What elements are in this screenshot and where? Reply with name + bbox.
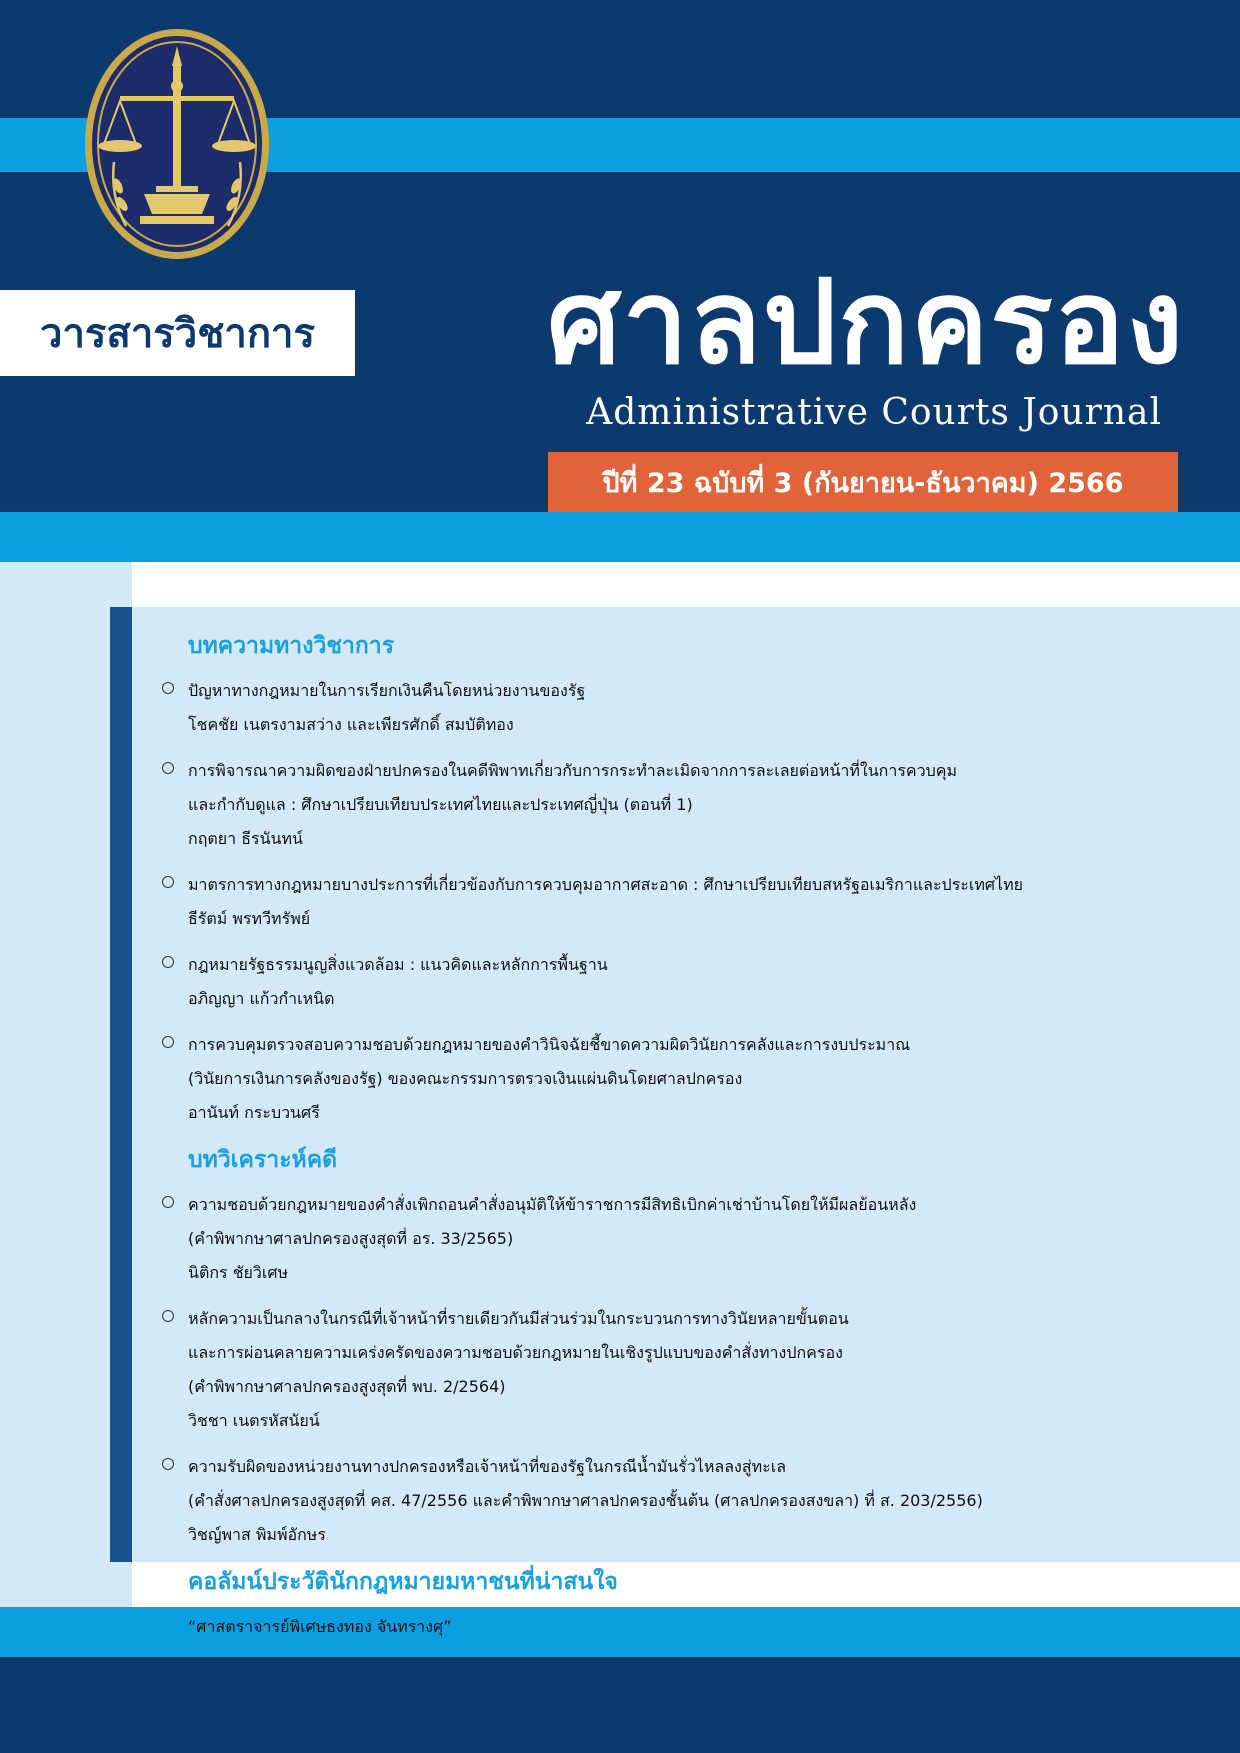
article-title: การพิจารณาความผิดของฝ่ายปกครองในคดีพิพาทเกี่ยวกับการกระทำละเมิดจากการละเลยต่อหน้าที่ในการควบคุม: [188, 761, 958, 780]
bullet-circle-icon: [162, 1036, 174, 1048]
issue-banner: [548, 452, 1178, 512]
journal-label: วารสารวิชาการ: [40, 311, 315, 357]
section-heading-case-analysis: บทวิเคราะห์คดี: [188, 1147, 338, 1173]
article-title-continued: และการผ่อนคลายความเคร่งครัดของความชอบด้วยกฎหมายในเชิงรูปแบบของคำสั่งทางปกครอง: [188, 1343, 843, 1362]
bullet-circle-icon: [162, 682, 174, 694]
article-entry: [160, 1450, 1230, 1552]
case-reference: (คำพิพากษาศาลปกครองสูงสุดที่ พบ. 2/2564): [188, 1377, 506, 1396]
article-title: ปัญหาทางกฎหมายในการเรียกเงินคืนโดยหน่วยงานของรัฐ: [188, 681, 586, 700]
article-authors: นิติกร ชัยวิเศษ: [188, 1263, 289, 1282]
article-authors: กฤตยา ธีรนันทน์: [188, 829, 303, 848]
article-title: ความชอบด้วยกฎหมายของคำสั่งเพิกถอนคำสั่งอนุมัติให้ข้าราชการมีสิทธิเบิกค่าเช่าบ้านโดยให้มีผลย้อนหลัง: [188, 1195, 917, 1214]
table-of-contents: [160, 628, 1230, 1644]
article-entry: [160, 754, 1230, 856]
column-feature-title: “ศาสตราจารย์พิเศษธงทอง จันทรางศุ”: [188, 1617, 452, 1636]
toc-accent-bar: [110, 607, 132, 1562]
article-entry: [160, 1188, 1230, 1290]
bullet-circle-icon: [162, 956, 174, 968]
article-title: มาตรการทางกฎหมายบางประการที่เกี่ยวข้องกับการควบคุมอากาศสะอาด : ศึกษาเปรียบเทียบสหรัฐอเมริกาและประเทศไทย: [188, 875, 1024, 894]
article-title-continued: และกำกับดูแล : ศึกษาเปรียบเทียบประเทศไทยและประเทศญี่ปุ่น (ตอนที่ 1): [188, 795, 693, 814]
article-authors: อภิญญา แก้วกำเหนิด: [188, 989, 335, 1008]
article-title-continued: (วินัยการเงินการคลังของรัฐ) ของคณะกรรมการตรวจเงินแผ่นดินโดยศาลปกครอง: [188, 1069, 743, 1088]
article-entry: [160, 868, 1230, 936]
journal-label-box: [0, 290, 355, 376]
article-entry: [160, 1302, 1230, 1438]
article-authors: วิชชา เนตรหัสนัยน์: [188, 1411, 320, 1430]
journal-title-thai: ศาลปกครอง: [547, 255, 1185, 390]
section-heading-academic-articles: บทความทางวิชาการ: [188, 633, 395, 659]
section-heading-jurist-column: คอลัมน์ประวัตินักกฎหมายมหาชนที่น่าสนใจ: [188, 1569, 618, 1595]
scales-of-justice-icon: [82, 26, 272, 262]
article-authors: ธีรัตม์ พรทวีทรัพย์: [188, 909, 311, 928]
bullet-circle-icon: [162, 1458, 174, 1470]
article-entry: [160, 674, 1230, 742]
mid-cyan-stripe: [0, 512, 1240, 562]
article-title: ความรับผิดของหน่วยงานทางปกครองหรือเจ้าหน้าที่ของรัฐในกรณีน้ำมันรั่วไหลลงสู่ทะเล: [188, 1457, 787, 1476]
journal-title-english: Administrative Courts Journal: [586, 392, 1162, 433]
article-entry: [160, 1028, 1230, 1130]
bullet-circle-icon: [162, 762, 174, 774]
bullet-circle-icon: [162, 1196, 174, 1208]
article-title: กฎหมายรัฐธรรมนูญสิ่งแวดล้อม : แนวคิดและหลักการพื้นฐาน: [188, 955, 608, 974]
bullet-circle-icon: [162, 1310, 174, 1322]
bullet-circle-icon: [162, 876, 174, 888]
article-authors: อานันท์ กระบวนศรี: [188, 1103, 320, 1122]
article-authors: วิชญ์พาส พิมพ์อักษร: [188, 1525, 326, 1544]
footer-navy-band: [0, 1657, 1240, 1753]
case-reference: (คำพิพากษาศาลปกครองสูงสุดที่ อร. 33/2565): [188, 1229, 514, 1248]
case-reference: (คำสั่งศาลปกครองสูงสุดที่ คส. 47/2556 และคำพิพากษาศาลปกครองชั้นต้น (ศาลปกครองสงขลา) ที่ ส. 203/2556): [188, 1491, 983, 1510]
article-title: หลักความเป็นกลางในกรณีที่เจ้าหน้าที่รายเดียวกันมีส่วนร่วมในกระบวนการทางวินัยหลายขั้นตอน: [188, 1309, 849, 1328]
issue-info: ปีที่ 23 ฉบับที่ 3 (กันยายน-ธันวาคม) 2566: [602, 467, 1124, 499]
article-authors: โชคชัย เนตรงามสว่าง และเพียรศักดิ์ สมบัติทอง: [188, 715, 514, 734]
article-entry: [160, 948, 1230, 1016]
article-title: การควบคุมตรวจสอบความชอบด้วยกฎหมายของคำวินิจฉัยชี้ขาดความผิดวินัยการคลังและการงบประมาณ: [188, 1035, 911, 1054]
